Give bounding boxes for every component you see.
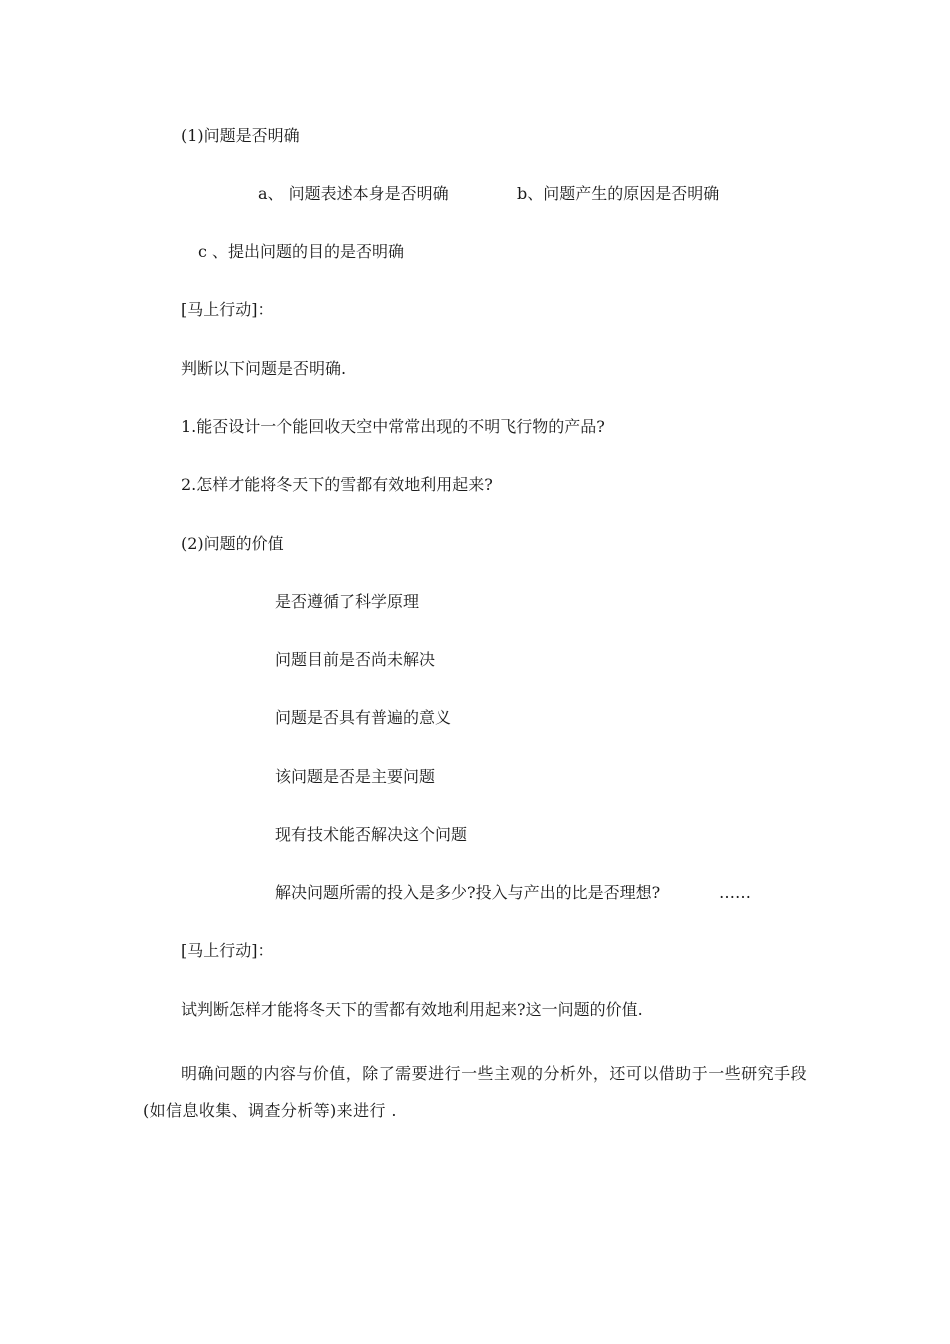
ellipsis: …… (719, 883, 751, 902)
question-1: 1.能否设计一个能回收天空中常常出现的不明飞行物的产品? (181, 417, 605, 436)
value-item: 是否遵循了科学原理 (275, 592, 420, 611)
action-label-2: [马上行动]： (181, 941, 274, 960)
value-item: 问题目前是否尚未解决 (275, 650, 436, 669)
criterion-a: a、 问题表述本身是否明确 (258, 184, 449, 203)
action-label-1: [马上行动]： (181, 300, 274, 319)
value-item: 现有技术能否解决这个问题 (275, 825, 468, 844)
action-prompt-1: 判断以下问题是否明确. (181, 359, 347, 378)
value-item: 解决问题所需的投入是多少?投入与产出的比是否理想? (275, 883, 661, 902)
criterion-b: b、问题产生的原因是否明确 (517, 184, 720, 203)
question-2: 2.怎样才能将冬天下的雪都有效地利用起来? (181, 475, 493, 494)
criterion-c: c 、提出问题的目的是否明确 (198, 242, 405, 261)
section-heading-clarity: (1)问题是否明确 (181, 126, 300, 145)
action-prompt-2: 试判断怎样才能将冬天下的雪都有效地利用起来?这一问题的价值. (181, 1000, 643, 1019)
section-heading-value: (2)问题的价值 (181, 534, 284, 553)
value-item: 该问题是否是主要问题 (275, 767, 436, 786)
value-item: 问题是否具有普遍的意义 (275, 708, 452, 727)
conclusion-paragraph: 明确问题的内容与价值，除了需要进行一些主观的分析外，还可以借助于一些研究手段(如信息收集、调查分析等)来进行 . (143, 1064, 807, 1120)
